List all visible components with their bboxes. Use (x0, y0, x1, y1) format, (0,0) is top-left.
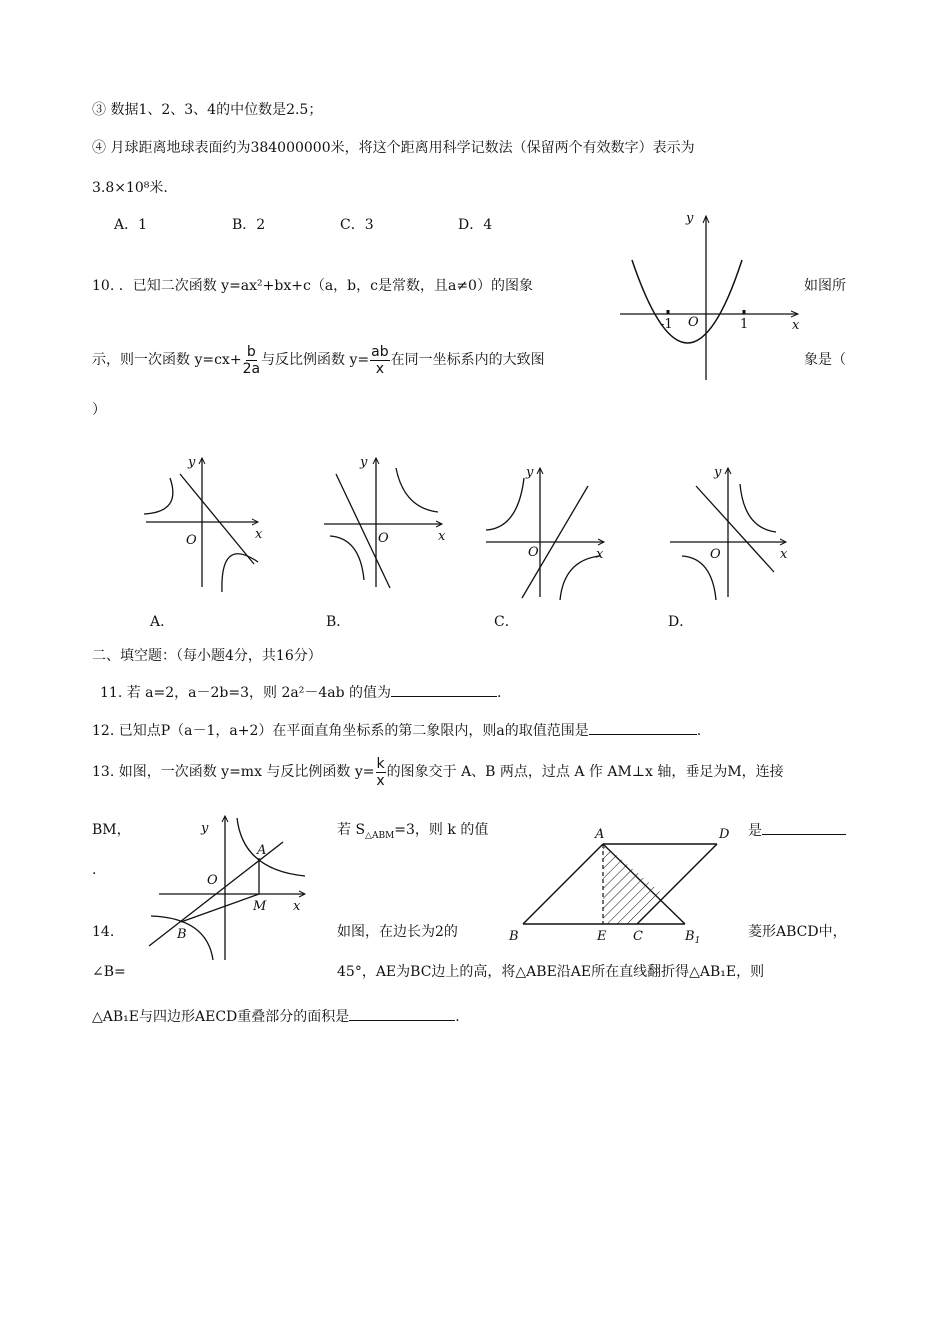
q9-item3: ③ 数据1、2、3、4的中位数是2.5； (92, 102, 323, 118)
q10-choice-c: C． (494, 614, 519, 630)
svg-text:y: y (360, 455, 368, 470)
q9-option-d: D．4 (458, 217, 493, 233)
point-b-label: B (509, 929, 519, 944)
q9-item4: ④ 月球距离地球表面约为384000000米，将这个距离用科学记数法（保留两个有效数字）表示为 (92, 140, 695, 156)
q10-parabola-graph (620, 210, 820, 385)
svg-text:O: O (528, 545, 539, 560)
point-b1-label (684, 929, 700, 946)
q10-line3: ） (92, 402, 106, 418)
svg-text:y: y (188, 455, 196, 470)
origin-label: O (207, 873, 218, 888)
svg-text:O: O (186, 533, 197, 548)
b1-main: B (685, 929, 695, 944)
frac-num: b (246, 343, 256, 360)
point-m-label: M (253, 899, 267, 914)
point-d-label: D (719, 827, 730, 842)
svg-text:x: x (255, 527, 263, 542)
frac-num: ab (371, 343, 389, 360)
q14-text-a: 如图，在边长为2的 (337, 924, 458, 940)
q10-line2-a: 示，则一次函数 y=cx+ (92, 352, 242, 368)
q10-choice-graph-b (320, 452, 445, 592)
q10-choice-graph-d (668, 462, 793, 602)
q9-option-c: C．3 (340, 217, 374, 233)
q11-text (100, 682, 501, 703)
q13-condition (337, 820, 488, 846)
y-label: y (686, 211, 694, 226)
frac-den: x (375, 360, 385, 377)
q10-line2 (92, 340, 545, 380)
svg-text:O: O (378, 531, 389, 546)
frac-den: 2a (242, 360, 261, 377)
q13-is-text: 是 (748, 823, 762, 839)
point-a-label: A (595, 827, 605, 842)
q10-choice-d: D． (668, 614, 694, 630)
q10-line1-end: 如图所 (804, 278, 846, 294)
q14-text-c: 45°，AE为BC边上的高，将△ABE沿AE所在直线翻折得△AB₁E，则 (337, 964, 765, 980)
q12-text-a: 12. 已知点P（a－1，a+2）在平面直角坐标系的第二象限内，则a的取值范围是 (92, 723, 589, 739)
q12-period: . (696, 723, 702, 739)
q13-line1 (92, 752, 784, 792)
q11-text-a: 11. 若 a=2，a－2b=3，则 2a²－4ab 的值为 (100, 685, 391, 701)
q10-choice-b: B． (326, 614, 351, 630)
q14-period: . (455, 1009, 460, 1025)
q10-choice-graph-a (140, 452, 265, 592)
q13-text-b: 的图象交于 A、B 两点，过点 A 作 AM⊥x 轴，垂足为M，连接 (386, 764, 784, 780)
point-b-label: B (177, 927, 187, 942)
q10-line2-c: 在同一坐标系内的大致图 (390, 352, 545, 368)
one-label: 1 (740, 317, 749, 332)
q9-option-b: B．2 (232, 217, 266, 233)
q9-item4-cont: 3.8×10⁸米. (92, 180, 168, 196)
neg1-label: -1 (660, 317, 673, 332)
b1-sub: 1 (694, 936, 701, 946)
frac-den: x (376, 772, 385, 789)
parabola-curve (632, 260, 742, 343)
frac-num: k (376, 755, 385, 772)
q10-frac-ab-x (370, 344, 389, 377)
q13-text-a: 13. 如图，一次函数 y=mx 与反比例函数 y= (92, 764, 375, 780)
point-c-label: C (633, 929, 643, 944)
point-a-label: A (257, 843, 267, 858)
q13-cond-sub: △ABM (365, 830, 395, 841)
q13-frac-k-x (376, 756, 386, 789)
q14-figure (505, 818, 765, 946)
q13-figure (145, 812, 315, 962)
q13-bm: BM， (92, 822, 131, 838)
svg-text:x: x (438, 529, 446, 544)
q10-choice-graph-c (484, 462, 609, 602)
q11-answer-blank[interactable] (391, 682, 497, 697)
x-label: x (293, 899, 301, 914)
x-label: x (792, 318, 800, 333)
q10-line1: 10. ．已知二次函数 y=ax²+bx+c（a，b，c是常数，且a≠0）的图象 (92, 278, 533, 294)
q10-line2-b: 与反比例函数 y= (261, 352, 370, 368)
q14-text-b: 菱形ABCD中， (748, 924, 847, 940)
svg-text:x: x (596, 547, 604, 562)
q13-cond-a: 若 S (337, 822, 366, 838)
origin-label: O (688, 315, 699, 330)
q9-option-a: A．1 (114, 217, 148, 233)
svg-text:x: x (780, 547, 788, 562)
q14-text-d: △AB₁E与四边形AECD重叠部分的面积是 (92, 1009, 350, 1025)
q11-period: . (497, 685, 502, 701)
q13-cond-b: =3，则 k 的值 (394, 822, 489, 838)
q14-line3 (92, 1006, 460, 1027)
svg-text:y: y (526, 465, 534, 480)
q14-answer-blank[interactable] (349, 1006, 455, 1021)
q13-dot: . (92, 862, 97, 878)
q14-num: 14. (92, 924, 115, 940)
section2-title: 二、填空题：（每小题4分，共16分） (92, 648, 322, 664)
q10-choice-a: A． (150, 614, 175, 630)
overlap-region (603, 844, 665, 924)
svg-text:O: O (710, 547, 721, 562)
q13-answer-blank[interactable] (762, 820, 846, 835)
q12-answer-blank[interactable] (589, 720, 697, 735)
q10-line2-end: 象是（ (804, 352, 846, 368)
q12-text (92, 720, 701, 741)
q14-angle: ∠B= (92, 964, 126, 980)
q10-frac-b-2a (243, 344, 261, 377)
point-e-label: E (597, 929, 607, 944)
svg-text:y: y (714, 465, 722, 480)
y-label: y (201, 821, 209, 836)
